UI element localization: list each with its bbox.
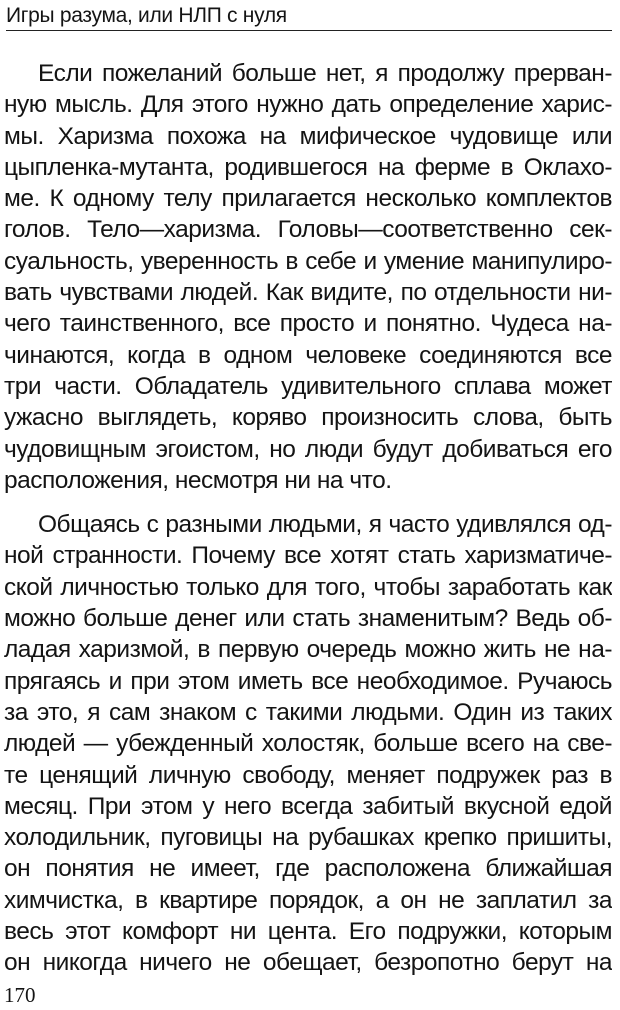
paragraph-1 <box>4 58 612 496</box>
text-line: расположения, несмотря ни на что. <box>4 466 392 494</box>
text-line: чего таинственного, все просто и понятно. Чудеса на- <box>4 310 612 338</box>
text-line: ную мысль. Для этого нужно дать определение харис- <box>4 91 612 119</box>
text-line: он никогда ничего не обещает, безропотно берут на <box>4 949 612 977</box>
body-text <box>4 58 612 979</box>
text-line: ской личностью только для того, чтобы заработать как <box>4 573 612 601</box>
text-line: цыпленка-мутанта, родившегося на ферме в Оклахо- <box>4 153 612 181</box>
text-line: суальность, уверенность в себе и умение манипулиро- <box>4 247 612 275</box>
text-line: ме. К одному телу прилагается несколько комплектов <box>4 185 612 213</box>
text-line: мы. Харизма похожа на мифическое чудовище или <box>4 122 612 150</box>
paragraph-2 <box>4 509 612 978</box>
text-line: ной странности. Почему все хотят стать харизматиче- <box>4 542 612 570</box>
running-head: Игры разума, или НЛП с нуля <box>6 4 612 31</box>
text-line: чинаются, когда в одном человеке соединяются все <box>4 341 612 369</box>
text-line: те ценящий личную свободу, меняет подружек раз в <box>4 761 612 789</box>
text-line: людей — убежденный холостяк, больше всего на све- <box>4 730 612 758</box>
text-line: Если пожеланий больше нет, я продолжу прерван- <box>38 60 612 87</box>
text-line: вать чувствами людей. Как видите, по отдельности ни- <box>4 279 612 307</box>
text-line: весь этот комфорт ни цента. Его подружки, которым <box>4 918 612 946</box>
text-line: химчистка, в квартире порядок, а он не заплатил за <box>4 886 612 914</box>
text-line: холодильник, пуговицы на рубашках крепко пришиты, <box>4 824 612 852</box>
text-line: можно больше денег или стать знаменитым? Ведь об- <box>4 605 612 633</box>
page-number: 170 <box>4 983 36 1007</box>
text-line: Общаясь с разными людьми, я часто удивлялся од- <box>38 511 612 539</box>
text-line: месяц. При этом у него всегда забитый вкусной едой <box>4 792 612 820</box>
text-line: чудовищным эгоистом, но люди будут добиваться его <box>4 435 612 463</box>
text-line: три части. Обладатель удивительного сплава может <box>4 372 612 400</box>
text-line: голов. Тело—харизма. Головы—соответственно сек- <box>4 216 612 244</box>
text-line: ужасно выглядеть, коряво произносить слова, быть <box>4 404 612 432</box>
text-line: ладая харизмой, в первую очередь можно жить не на- <box>4 636 612 664</box>
text-line: прягаясь и при этом иметь все необходимое. Ручаюсь <box>4 667 612 695</box>
text-line: за это, я сам знаком с такими людьми. Один из таких <box>4 698 612 726</box>
text-line: он понятия не имеет, где расположена ближайшая <box>4 855 612 883</box>
paragraph-gap <box>4 496 612 509</box>
